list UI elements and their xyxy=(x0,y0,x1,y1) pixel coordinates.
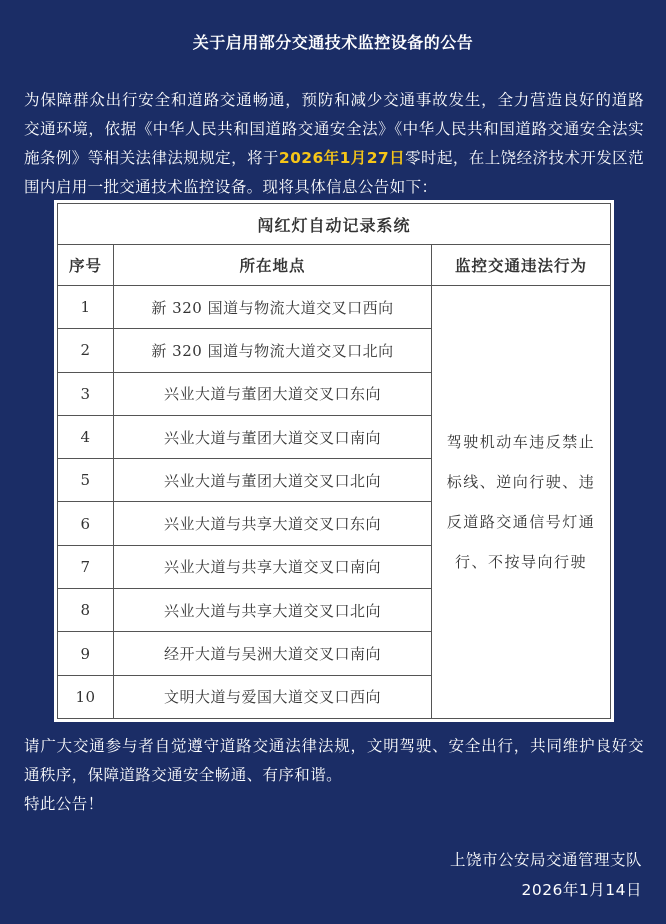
header-location: 所在地点 xyxy=(114,245,432,286)
row-number: 6 xyxy=(58,502,114,545)
row-location: 兴业大道与董团大道交叉口东向 xyxy=(114,372,432,415)
intro-text-before: 为保障群众出行安全和道路交通畅通，预防和减少交通事故发生，全力营造良好的道路交通环境，依据《中华人民共和国道路交通安全法》《中华人民共和国道路交通安全法实施条例》等相关法律法规规定，将于 xyxy=(24,91,644,167)
intro-text-after: 零时起，在上饶经济技术开发区范围内启用一批交通技术监控设备。现将具体信息公告如下： xyxy=(24,149,644,196)
row-location: 兴业大道与共享大道交叉口东向 xyxy=(114,502,432,545)
row-number: 2 xyxy=(58,329,114,372)
row-location: 经开大道与吴洲大道交叉口南向 xyxy=(114,632,432,675)
row-number: 8 xyxy=(58,589,114,632)
row-location: 文明大道与爱国大道交叉口西向 xyxy=(114,675,432,718)
row-location: 新 320 国道与物流大道交叉口北向 xyxy=(114,329,432,372)
device-table-container xyxy=(54,200,614,722)
row-number: 10 xyxy=(58,675,114,718)
row-number: 7 xyxy=(58,545,114,588)
row-number: 3 xyxy=(58,372,114,415)
device-table xyxy=(57,203,611,719)
row-number: 9 xyxy=(58,632,114,675)
row-number: 1 xyxy=(58,286,114,329)
header-violation: 监控交通违法行为 xyxy=(432,245,611,286)
signature-block xyxy=(450,845,642,905)
row-location: 兴业大道与共享大道交叉口北向 xyxy=(114,589,432,632)
page-title: 关于启用部分交通技术监控设备的公告 xyxy=(192,33,474,52)
row-location: 新 320 国道与物流大道交叉口西向 xyxy=(114,286,432,329)
table-caption: 闯红灯自动记录系统 xyxy=(58,204,611,245)
closing-end: 特此公告！ xyxy=(24,795,104,813)
row-location: 兴业大道与董团大道交叉口南向 xyxy=(114,415,432,458)
closing-paragraph: 请广大交通参与者自觉遵守道路交通法律法规，文明驾驶、安全出行，共同维护良好交通秩序，保障道路交通安全畅通、有序和谐。 xyxy=(24,737,644,784)
header-number: 序号 xyxy=(58,245,114,286)
effective-date: 2026年1月27日 xyxy=(278,149,406,167)
row-number: 4 xyxy=(58,415,114,458)
signature-org: 上饶市公安局交通管理支队 xyxy=(449,851,642,869)
row-location: 兴业大道与董团大道交叉口北向 xyxy=(114,459,432,502)
row-number: 5 xyxy=(58,459,114,502)
table-header-row xyxy=(58,245,611,286)
violation-description: 驾驶机动车违反禁止标线、逆向行驶、违反道路交通信号灯通行、不按导向行驶 xyxy=(432,286,611,719)
row-location: 兴业大道与共享大道交叉口南向 xyxy=(114,545,432,588)
table-row xyxy=(58,286,611,329)
signature-date: 2026年1月14日 xyxy=(521,881,642,899)
closing-section xyxy=(24,732,644,819)
intro-paragraph xyxy=(24,86,644,202)
